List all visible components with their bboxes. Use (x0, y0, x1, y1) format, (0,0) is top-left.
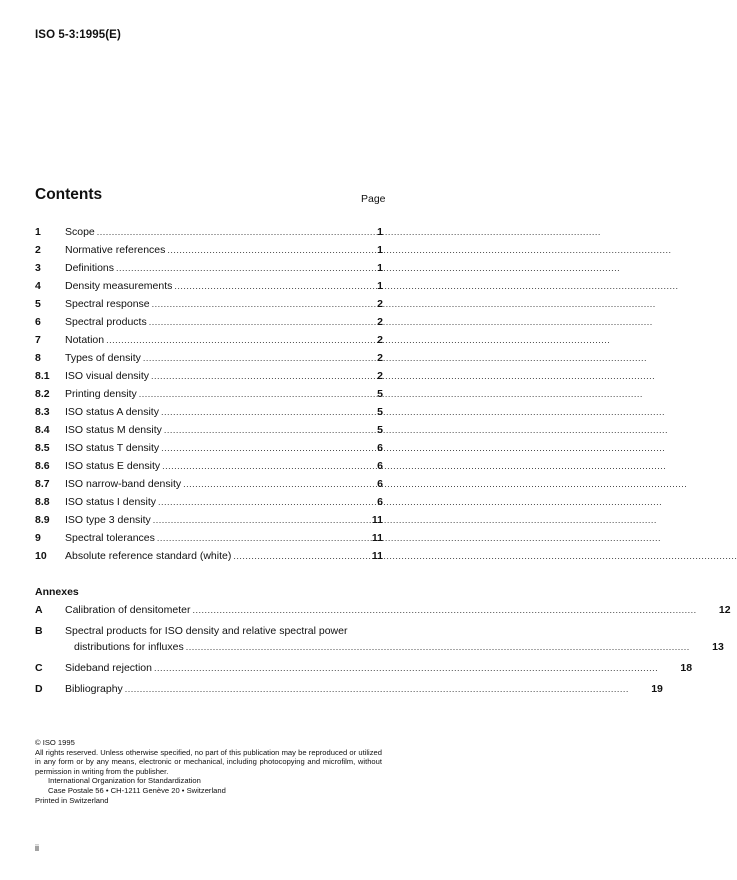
toc-entry-title: ISO status M density (65, 424, 162, 436)
document-id: ISO 5-3:1995(E) (35, 29, 121, 41)
toc-entry-page: 5 (377, 424, 383, 436)
toc-entry-page: 2 (377, 316, 383, 328)
dot-leader (174, 281, 678, 291)
toc-entry-page: 5 (377, 388, 383, 400)
toc-entry-number: 8.7 (35, 478, 50, 490)
toc-entry-title: Scope (65, 226, 95, 238)
toc-entry-page: 1 (377, 262, 383, 274)
toc-entry (35, 226, 383, 244)
toc-entry-title: ISO status A density (65, 406, 159, 418)
toc-entry-number: 6 (35, 316, 41, 328)
toc-entry-page: 6 (377, 442, 383, 454)
dot-leader (192, 605, 696, 615)
toc-entry-title: Notation (65, 334, 105, 346)
dot-leader (164, 425, 668, 435)
toc-entry-number: 8.4 (35, 424, 50, 436)
annex-page: 18 (680, 662, 693, 674)
toc-entry-number: 8.5 (35, 442, 50, 454)
toc-entry (35, 280, 383, 298)
organization-name: International Organization for Standardization (48, 776, 201, 786)
dot-leader (186, 642, 690, 652)
toc-entry (35, 316, 383, 334)
toc-entry-title: Density measurements (65, 280, 173, 292)
toc-entry-title: ISO type 3 density (65, 514, 151, 526)
toc-entry-page: 5 (377, 406, 383, 418)
toc-entry-page: 11 (371, 514, 383, 526)
toc-entry-number: 8.2 (35, 388, 50, 400)
toc-entry-page: 11 (371, 532, 383, 544)
toc-entry-number: 2 (35, 244, 41, 256)
annex-letter: A (35, 604, 43, 616)
rights-notice: All rights reserved. Unless otherwise specified, no part of this publication may be reproduced or utilized in any form or by any means, electronic or mechanical, including photocopying and microfilm, without permission in writing from the publisher. (35, 747, 382, 776)
toc-entry-page: 2 (377, 370, 383, 382)
toc-entry (35, 334, 383, 352)
annex-letter: B (35, 625, 43, 637)
annex-entry (35, 623, 724, 655)
annex-title: Calibration of densitometer (65, 604, 191, 616)
toc-entry-number: 8.3 (35, 406, 50, 418)
toc-entry-page: 1 (377, 244, 383, 256)
table-of-contents (35, 226, 383, 568)
annex-title: Sideband rejection (65, 662, 152, 674)
toc-entry (35, 424, 383, 442)
annex-page: 12 (718, 604, 731, 616)
toc-entry-number: 9 (35, 532, 41, 544)
dot-leader (139, 389, 643, 399)
toc-entry-number: 8.8 (35, 496, 50, 508)
toc-entry-number: 8.9 (35, 514, 50, 526)
toc-entry (35, 550, 383, 568)
toc-entry (35, 388, 383, 406)
toc-entry (35, 298, 383, 316)
annex-entry (35, 602, 731, 618)
annex-page: 19 (651, 683, 663, 695)
toc-entry (35, 496, 383, 514)
toc-entry-number: 8.1 (35, 370, 50, 382)
dot-leader (152, 299, 656, 309)
organization-address: Case Postale 56 • CH-1211 Genève 20 • Switzerland (48, 785, 226, 795)
toc-entry-title: ISO status I density (65, 496, 157, 508)
toc-entry-page: 2 (377, 334, 383, 346)
toc-entry-page: 2 (377, 298, 383, 310)
toc-entry-number: 10 (35, 550, 47, 562)
toc-entry (35, 532, 383, 550)
toc-entry (35, 370, 383, 388)
annex-title-continued: distributions for influxes (74, 641, 184, 653)
dot-leader (154, 663, 658, 673)
toc-entry-number: 7 (35, 334, 41, 346)
toc-entry (35, 442, 383, 460)
annex-title: Spectral products for ISO density and relative spectral power (65, 625, 348, 637)
dot-leader (143, 353, 647, 363)
dot-leader (151, 371, 655, 381)
toc-entry-title: ISO narrow-band density (65, 478, 182, 490)
annex-page: 13 (712, 641, 724, 653)
toc-entry (35, 352, 383, 370)
dot-leader (125, 684, 629, 694)
toc-entry-page: 6 (377, 496, 383, 508)
toc-entry-number: 3 (35, 262, 41, 274)
toc-entry (35, 244, 383, 262)
printed-in: Printed in Switzerland (35, 795, 109, 805)
dot-leader (157, 533, 661, 543)
annex-title: Bibliography (65, 683, 123, 695)
annexes-heading: Annexes (35, 586, 79, 598)
toc-entry-title: Absolute reference standard (white) (65, 550, 232, 562)
annex-entry (35, 681, 663, 697)
annex-list (35, 602, 731, 702)
toc-entry-page: 2 (377, 352, 383, 364)
toc-entry-number: 5 (35, 298, 41, 310)
toc-entry-title: Types of density (65, 352, 141, 364)
toc-entry-title: ISO status E density (65, 460, 161, 472)
contents-heading: Contents (35, 186, 103, 203)
toc-entry-title: ISO status T density (65, 442, 160, 454)
dot-leader (158, 497, 662, 507)
page-column-label: Page (361, 193, 386, 205)
toc-entry (35, 406, 383, 424)
dot-leader (167, 245, 671, 255)
toc-entry-title: Definitions (65, 262, 115, 274)
annex-letter: C (35, 662, 43, 674)
toc-entry-number: 1 (35, 226, 41, 238)
dot-leader (183, 479, 687, 489)
toc-entry-number: 8 (35, 352, 41, 364)
toc-entry-number: 8.6 (35, 460, 50, 472)
toc-entry-title: ISO visual density (65, 370, 150, 382)
annex-entry (35, 660, 693, 676)
dot-leader (97, 227, 601, 237)
toc-entry-title: Printing density (65, 388, 137, 400)
toc-entry-title: Normative references (65, 244, 166, 256)
toc-entry (35, 262, 383, 280)
toc-entry-page: 6 (377, 478, 383, 490)
dot-leader (161, 407, 665, 417)
toc-entry-page: 1 (377, 280, 383, 292)
toc-entry (35, 460, 383, 478)
dot-leader (233, 551, 737, 561)
toc-entry-number: 4 (35, 280, 41, 292)
copyright-line: © ISO 1995 (35, 738, 75, 747)
toc-entry (35, 514, 383, 532)
annex-letter: D (35, 683, 43, 695)
toc-entry (35, 478, 383, 496)
dot-leader (149, 317, 653, 327)
toc-entry-title: Spectral products (65, 316, 147, 328)
toc-entry-title: Spectral tolerances (65, 532, 155, 544)
toc-entry-page: 1 (377, 226, 383, 238)
toc-entry-page: 11 (371, 550, 383, 562)
dot-leader (162, 461, 666, 471)
dot-leader (161, 443, 665, 453)
toc-entry-page: 6 (377, 460, 383, 472)
dot-leader (153, 515, 657, 525)
page-number: ii (35, 843, 39, 853)
copyright-block (35, 738, 382, 805)
toc-entry-title: Spectral response (65, 298, 150, 310)
